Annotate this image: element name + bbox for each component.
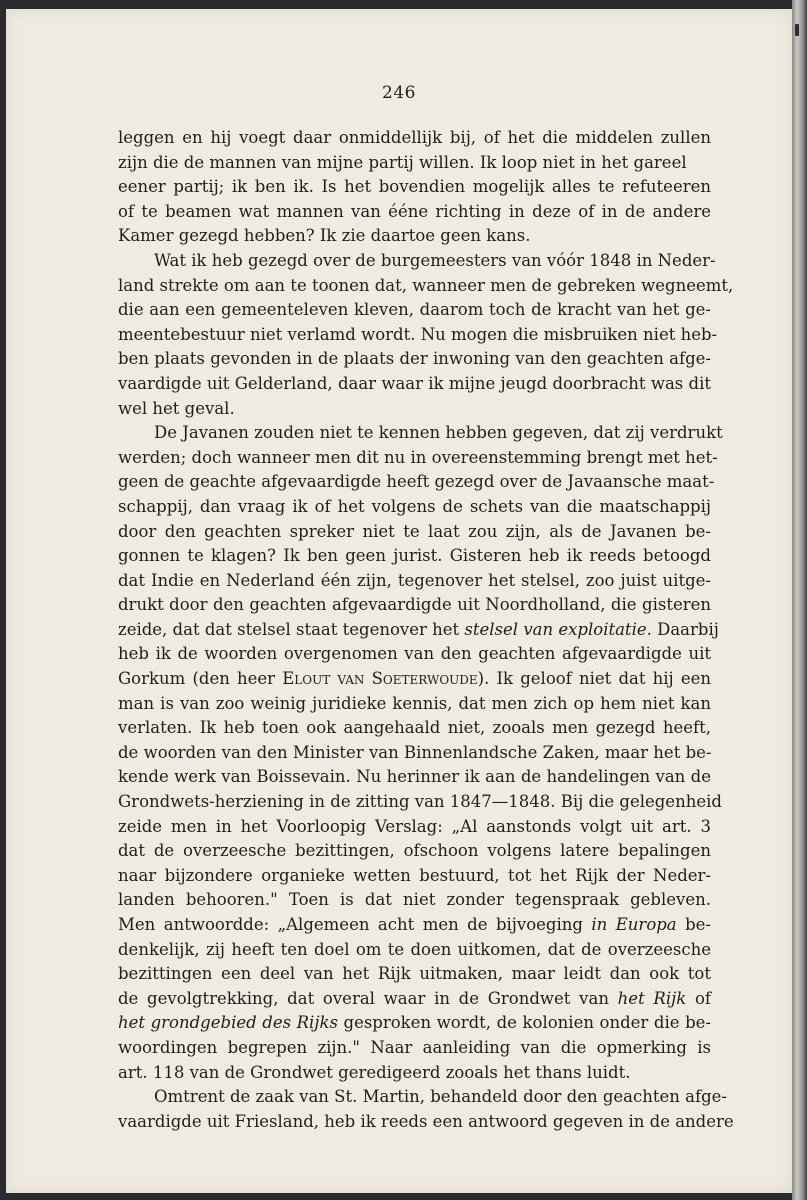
text-line [118,1085,727,1110]
text-line [118,421,723,446]
text-segment: eener partij; ik ben ik. Is het bovendien mogelijk alles te refuteeren [118,177,711,197]
text-segment: heb ik de woorden overgenomen van den geachten afgevaardigde uit [118,644,711,664]
text-line [118,765,711,790]
text-line [118,962,711,987]
text-segment: leggen en hij voegt daar onmiddellijk bij, of het die middelen zullen [118,128,711,147]
text-line [118,1036,711,1061]
text-segment: dat Indie en Nederland één zijn, tegenover het stelsel, zoo juist uitge- [118,570,711,590]
text-segment: of te beamen wat mannen van ééne richting in deze of in de andere [118,201,711,221]
text-line [118,446,718,471]
text-segment: Wat ik heb gezegd over de burgemeesters van vóór 1848 in Neder- [154,250,716,270]
text-segment: dat de overzeesche bezittingen, ofschoon volgens latere bepalingen [118,841,711,861]
text-line [118,200,711,225]
text-segment: woordingen begrepen zijn." Naar aanleiding van die opmerking is [118,1037,711,1057]
text-segment: door den geachten spreker niet te laat zou zijn, als de Javanen be- [118,521,711,541]
text-segment: gonnen te klagen? Ik ben geen jurist. Gisteren heb ik reeds betoogd [118,546,711,566]
text-segment: be- [676,915,712,934]
text-line [118,642,711,667]
text-segment: schappij, dan vraag ik of het volgens de schets van die maatschappij [118,496,711,516]
text-line [118,1011,711,1036]
text-line [118,520,711,545]
text-segment: Gorkum (den heer [118,669,283,689]
text-line [118,938,711,963]
italic-text: het Rijk [617,988,687,1008]
text-segment: ben plaats gevonden in de plaats der inwoning van den geachten afge- [118,349,711,369]
name-small-caps: Elout van Soeterwoude [282,669,478,689]
text-segment: de gevolgtrekking, dat overal waar in de Grondwet van [118,988,618,1008]
text-line [118,888,711,913]
text-line [118,151,711,176]
text-segment: drukt door den geachten afgevaardigde uit Noordholland, die gisteren [118,595,711,615]
text-line [118,126,711,151]
italic-text: het grondgebied des Rijks [118,1013,338,1033]
text-line [118,913,711,938]
text-line [118,347,711,372]
text-line [118,323,718,348]
text-segment: vaardigde uit Gelderland, daar waar ik mijne jeugd doorbracht was dit [118,373,711,393]
text-line [118,987,711,1012]
text-line [118,372,711,397]
text-segment: geen de geachte afgevaardigde heeft gezegd over de Javaansche maat- [118,472,715,492]
scan-edge [792,0,807,1200]
text-line [118,224,711,249]
edge-notch [795,24,799,36]
text-line [118,175,711,200]
italic-text: stelsel van exploitatie [464,619,647,639]
text-segment: wel het geval. [118,398,235,418]
text-line [118,544,711,569]
text-segment: de woorden van den Minister van Binnenlandsche Zaken, maar het be- [118,742,712,762]
text-segment: De Javanen zouden niet te kennen hebben gegeven, dat zij verdrukt [154,423,723,443]
text-segment: kende werk van Boissevain. Nu herinner ik aan de handelingen van de [118,767,711,787]
text-line [118,470,715,495]
text-segment: art. 118 van de Grondwet geredigeerd zooals het thans luidt. [118,1062,631,1082]
text-line [118,815,711,840]
text-segment: meentebestuur niet verlamd wordt. Nu mogen die misbruiken niet heb- [118,324,718,344]
text-segment: Grondwets-herziening in de zitting van 1847—1848. Bij die gelegenheid [118,792,722,812]
text-segment: bezittingen een deel van het Rijk uitmaken, maar leidt dan ook tot [118,964,711,984]
page-number: 246 [382,83,416,103]
text-line [118,298,711,323]
text-line [118,864,711,889]
text-segment: Omtrent de zaak van St. Martin, behandeld door den geachten afge- [154,1087,727,1107]
text-segment: zeide men in het Voorloopig Verslag: „Al aanstonds volgt uit art. 3 [118,816,711,836]
text-segment: landen behooren." Toen is dat niet zonder tegenspraak gebleven. [118,890,711,910]
text-line [118,618,719,643]
book-page [6,9,792,1193]
text-segment: zeide, dat dat stelsel staat tegenover het [118,619,465,639]
text-line [118,397,711,422]
text-segment: naar bijzondere organieke wetten bestuurd, tot het Rijk der Neder- [118,865,711,885]
text-segment: die aan een gemeenteleven kleven, daarom toch de kracht van het ge- [118,300,711,320]
text-line [118,1110,734,1135]
text-line [118,249,716,274]
text-segment: zijn die de mannen van mijne partij willen. Ik loop niet in het gareel [118,152,687,172]
text-segment: gesproken wordt, de kolonien onder die be- [337,1013,711,1033]
text-line [118,839,711,864]
text-segment: Men antwoordde: „Algemeen acht men de bijvoeging [118,915,592,934]
text-line [118,593,711,618]
text-segment: werden; doch wanneer men dit nu in overeenstemming brengt met het- [118,447,718,467]
text-line [118,716,711,741]
text-segment: land strekte om aan te toonen dat, wanneer men de gebreken wegneemt, [118,275,734,295]
text-segment: man is van zoo weinig juridieke kennis, dat men zich op hem niet kan [118,693,711,713]
text-line [118,1061,711,1086]
italic-text: in Europa [591,915,677,934]
text-segment: of [686,988,711,1008]
text-segment: vaardigde uit Friesland, heb ik reeds een antwoord gegeven in de andere [118,1111,734,1131]
text-line [118,667,711,692]
body-text [118,126,734,1134]
text-segment: . Daarbij [646,619,719,639]
text-line [118,274,734,299]
text-line [118,569,711,594]
text-line [118,790,722,815]
text-line [118,741,711,766]
text-segment: denkelijk, zij heeft ten doel om te doen uitkomen, dat de overzeesche [118,939,711,959]
text-line [118,692,711,717]
text-segment: verlaten. Ik heb toen ook aangehaald niet, zooals men gezegd heeft, [118,718,711,738]
text-line [118,495,711,520]
text-segment: ). Ik geloof niet dat hij een [477,669,711,689]
text-segment: Kamer gezegd hebben? Ik zie daartoe geen kans. [118,226,531,246]
